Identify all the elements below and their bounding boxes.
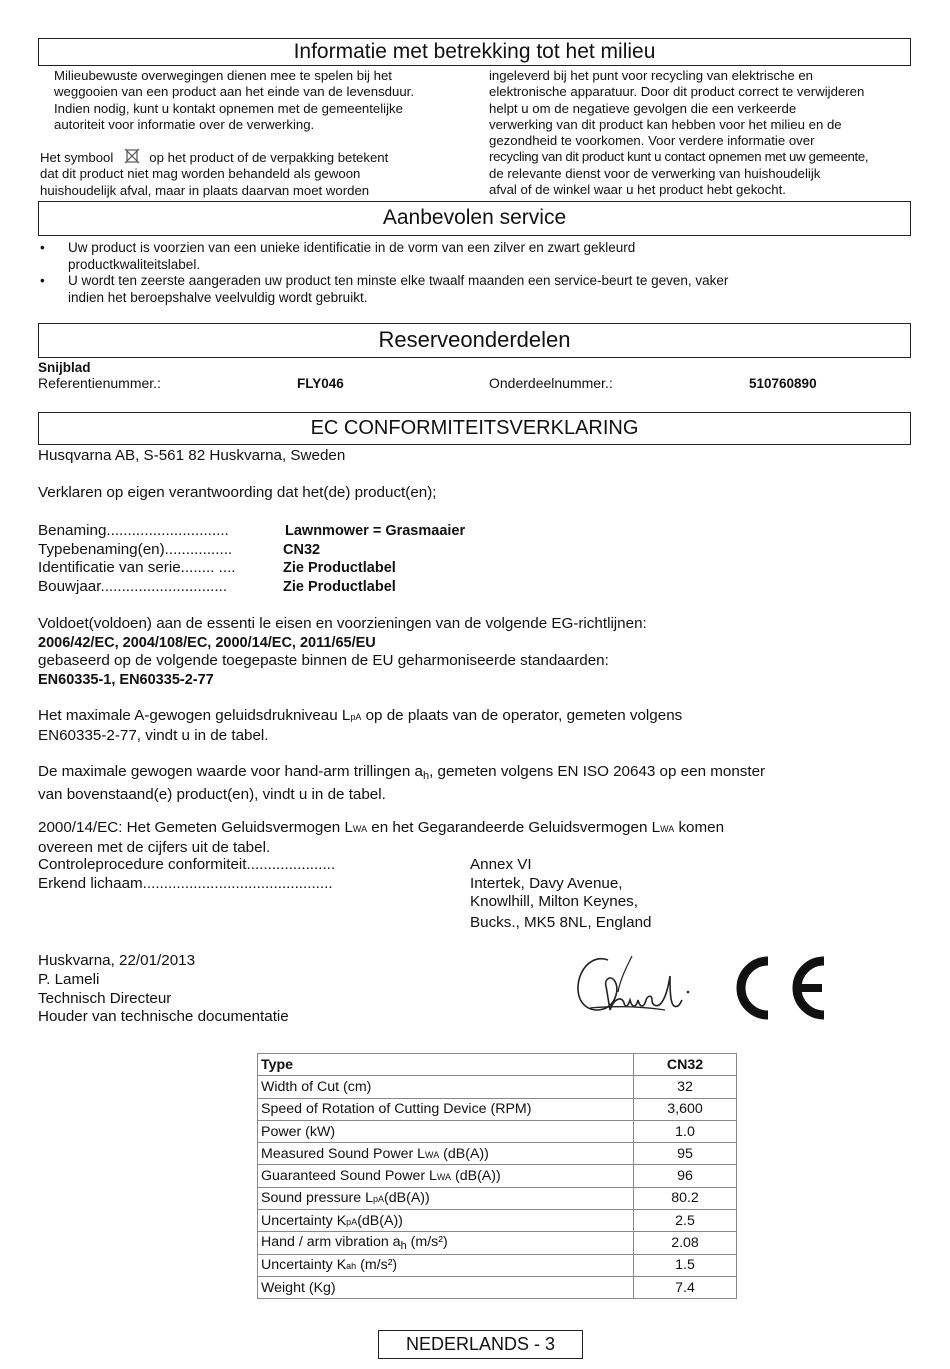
cell-sub: WA <box>425 1149 440 1160</box>
cell-sub: pA <box>346 1216 358 1227</box>
environment-title: Informatie met betrekking tot het milieu <box>293 40 656 63</box>
table-row <box>258 1143 737 1165</box>
env-right-line: elektronische apparatuur. Door dit product correct te verwijderen <box>489 84 865 100</box>
environment-right-column <box>489 68 919 198</box>
table-cell-name: Power (kW) <box>258 1120 634 1142</box>
table-cell-value: 2.08 <box>634 1232 737 1254</box>
ec-vibration-paragraph <box>38 763 908 804</box>
cell-pre: Uncertainty K <box>261 1212 347 1229</box>
ec-control-label: Controleprocedure conformiteit..................... <box>38 856 336 873</box>
ec-body-value: Bucks., MK5 8NL, England <box>470 914 652 931</box>
ec-body-value: Knowlhill, Milton Keynes, <box>470 893 638 910</box>
env-left-line: Milieubewuste overwegingen dienen mee te spelen bij het <box>54 68 392 83</box>
cell-sub: WA <box>436 1172 452 1183</box>
cell-pre: Sound pressure L <box>261 1190 373 1207</box>
ec-body-value: Intertek, Davy Avenue, <box>470 875 623 892</box>
ec-field-value: Zie Productlabel <box>283 579 396 595</box>
ec-field-value: CN32 <box>283 542 321 558</box>
ec-noise-line: EN60335-2-77, vindt u in de tabel. <box>38 726 269 744</box>
env-right-line: recycling van dit product kunt u contact opnemen met uw gemeente, <box>489 149 869 165</box>
ec-company: Husqvarna AB, S-561 82 Huskvarna, Sweden <box>38 447 346 464</box>
ec-header <box>38 412 911 445</box>
env-right-line: afval of de winkel waar u het product hebt gekocht. <box>489 182 786 198</box>
table-header-row <box>258 1054 737 1076</box>
ec-role: Houder van technische documentatie <box>38 1008 289 1025</box>
service-header <box>38 201 911 236</box>
service-bullet <box>38 240 911 273</box>
bullet-line: Uw product is voorzien van een unieke identificatie in de vorm van een zilver en zwart gekleurd <box>68 240 636 255</box>
env-symbol-line <box>40 148 480 166</box>
ec-power-line: overeen met de cijfers uit de tabel. <box>38 838 271 856</box>
env-right-line: verwerking van dit product kan hebben voor het milieu en de <box>489 116 842 132</box>
ec-noise-line <box>38 707 908 727</box>
table-cell-name <box>258 1187 634 1209</box>
parts-ref-label: Referentienummer.: <box>38 375 161 391</box>
env-right-line: helpt u om de negatieve gevolgen die een verkeerde <box>489 100 797 116</box>
service-title: Aanbevolen service <box>382 206 567 229</box>
table-header-name: Type <box>258 1054 634 1076</box>
parts-title: Reserveonderdelen <box>378 327 571 352</box>
ec-standards: EN60335-1, EN60335-2-77 <box>38 672 214 688</box>
table-cell-value: 7.4 <box>634 1276 737 1298</box>
parts-part-label: Onderdeelnummer.: <box>489 375 613 391</box>
table-cell-name: Width of Cut (cm) <box>258 1076 634 1098</box>
env-left-line: Indien nodig, kunt u kontakt opnemen met de gemeentelijke <box>54 100 403 116</box>
cell-post: (dB(A)) <box>439 1145 489 1162</box>
table-cell-value: 32 <box>634 1076 737 1098</box>
table-cell-name <box>258 1232 634 1254</box>
ec-control-value: Annex VI <box>470 856 532 873</box>
cell-sub: ah <box>346 1261 357 1272</box>
env-left-line: dat dit product niet mag worden behandeld als gewoon <box>40 166 361 182</box>
ec-power-a: 2000/14/EC: Het Gemeten Geluidsvermogen L <box>38 819 353 836</box>
ec-power-sub: WA <box>660 824 675 834</box>
table-cell-name <box>258 1143 634 1165</box>
table-row <box>258 1187 737 1209</box>
cell-post: (dB(A)) <box>451 1168 501 1185</box>
bullet-line: indien het beroepshalve veelvuldig wordt gebruikt. <box>68 289 368 305</box>
ec-comply: Voldoet(voldoen) aan de essenti le eisen en voorzieningen van de volgende EG-richtlijnen: <box>38 615 647 632</box>
ec-body-label: Erkend lichaam............................................. <box>38 875 333 892</box>
table-cell-value: 3,600 <box>634 1098 737 1120</box>
bullet-line: U wordt ten zeerste aangeraden uw product ten minste elke twaalf maanden een service-beurt te geven, vaker <box>68 273 729 288</box>
ec-place-date: Huskvarna, 22/01/2013 <box>38 952 196 969</box>
table-cell-name: Speed of Rotation of Cutting Device (RPM) <box>258 1098 634 1120</box>
ec-signer: P. Lameli <box>38 971 100 988</box>
ec-field-value: Zie Productlabel <box>283 560 396 576</box>
ec-vib-a: De maximale gewogen waarde voor hand-arm trillingen a <box>38 763 423 780</box>
cell-sub: pA <box>373 1194 385 1205</box>
cell-post: (m/s²) <box>406 1234 448 1251</box>
env-right-line: ingeleverd bij het punt voor recycling van elektrische en <box>489 68 814 83</box>
env-right-line: de relevante dienst voor de verwerking van huishoudelijk <box>489 165 821 181</box>
ec-noise-sub: pA <box>350 712 362 722</box>
table-row <box>258 1165 737 1187</box>
table-row <box>258 1276 737 1298</box>
env-left-line: autoriteit voor informatie over de verwerking. <box>54 116 315 132</box>
ec-vib-b: , gemeten volgens EN ISO 20643 op een monster <box>429 763 766 780</box>
bullet-icon: • <box>40 273 45 288</box>
table-cell-name <box>258 1210 634 1232</box>
ec-field-label: Bouwjaar.............................. <box>38 578 228 595</box>
table-cell-value: 80.2 <box>634 1187 737 1209</box>
table-cell-value: 2.5 <box>634 1210 737 1232</box>
ce-mark-icon <box>730 953 830 1023</box>
cell-pre: Guaranteed Sound Power L <box>261 1168 437 1185</box>
table-cell-value: 1.5 <box>634 1254 737 1276</box>
ec-directives: 2006/42/EC, 2004/108/EC, 2000/14/EC, 2011/65/EU <box>38 635 376 651</box>
table-cell-value: 96 <box>634 1165 737 1187</box>
cell-pre: Uncertainty K <box>261 1257 347 1274</box>
ec-vib-line: van bovenstaand(e) product(en), vindt u in de tabel. <box>38 785 386 803</box>
bullet-line: productkwaliteitslabel. <box>68 256 201 272</box>
cell-post: (dB(A)) <box>384 1190 430 1207</box>
bullet-icon: • <box>40 240 45 255</box>
env-left-line: weggooien van een product aan het einde van de levensduur. <box>54 84 415 100</box>
ec-field-label: Typebenaming(en)................ <box>38 541 233 558</box>
cell-pre: Hand / arm vibration a <box>261 1234 401 1251</box>
ec-noise-paragraph <box>38 707 908 745</box>
ec-power-b: en het Gegarandeerde Geluidsvermogen L <box>367 819 661 836</box>
ec-power-c: komen <box>674 819 725 836</box>
parts-item: Snijblad <box>38 360 91 375</box>
table-cell-value: 1.0 <box>634 1120 737 1142</box>
cell-pre: Measured Sound Power L <box>261 1145 426 1162</box>
ec-vib-sub: h <box>422 770 430 782</box>
table-cell-name: Weight (Kg) <box>258 1276 634 1298</box>
table-row <box>258 1232 737 1254</box>
signature <box>570 948 700 1023</box>
env-symbol-post: op het product of de verpakking betekent <box>149 150 389 165</box>
parts-ref-value: FLY046 <box>297 376 344 391</box>
environment-header <box>38 38 911 66</box>
table-row <box>258 1210 737 1232</box>
ec-declare: Verklaren op eigen verantwoording dat het(de) product(en); <box>38 484 437 501</box>
ec-field-label: Identificatie van serie........ .... <box>38 559 236 576</box>
ec-power-line <box>38 819 908 839</box>
ec-noise-a: Het maximale A-gewogen geluidsdrukniveau L <box>38 707 351 724</box>
cell-post: (dB(A)) <box>357 1212 403 1229</box>
env-left-line: huishoudelijk afval, maar in plaats daarvan moet worden <box>40 182 370 198</box>
parts-header <box>38 323 911 358</box>
env-right-line: gezondheid te voorkomen. Voor verdere informatie over <box>489 133 815 149</box>
ec-title: EC CONFORMITEITSVERKLARING <box>310 417 639 439</box>
env-symbol-pre: Het symbool <box>40 150 114 165</box>
table-row <box>258 1098 737 1120</box>
ec-noise-b: op de plaats van de operator, gemeten volgens <box>361 707 683 724</box>
ec-role: Technisch Directeur <box>38 990 172 1007</box>
table-cell-name <box>258 1254 634 1276</box>
ec-vib-line <box>38 763 908 786</box>
table-row <box>258 1120 737 1142</box>
parts-part-value: 510760890 <box>749 376 817 391</box>
table-cell-value: 95 <box>634 1143 737 1165</box>
ec-power-sub: WA <box>352 824 368 834</box>
service-bullets <box>38 240 911 306</box>
service-bullet <box>38 273 911 306</box>
table-cell-name <box>258 1165 634 1187</box>
cell-sub: h <box>400 1240 407 1253</box>
spec-table <box>257 1053 737 1299</box>
table-row <box>258 1254 737 1276</box>
environment-left-column <box>54 68 474 133</box>
cell-post: (m/s²) <box>356 1257 398 1274</box>
table-header-value: CN32 <box>634 1054 737 1076</box>
environment-symbol-text <box>40 148 480 199</box>
footer-label: NEDERLANDS - 3 <box>405 1334 556 1354</box>
table-row <box>258 1076 737 1098</box>
ec-power-paragraph <box>38 819 908 857</box>
page-footer <box>378 1330 583 1359</box>
ec-field-value: Lawnmower = Grasmaaier <box>285 523 466 539</box>
ec-field-label: Benaming............................. <box>38 522 229 539</box>
ec-based: gebaseerd op de volgende toegepaste binnen de EU geharmoniseerde standaarden: <box>38 652 609 669</box>
weee-bin-icon <box>123 148 141 164</box>
